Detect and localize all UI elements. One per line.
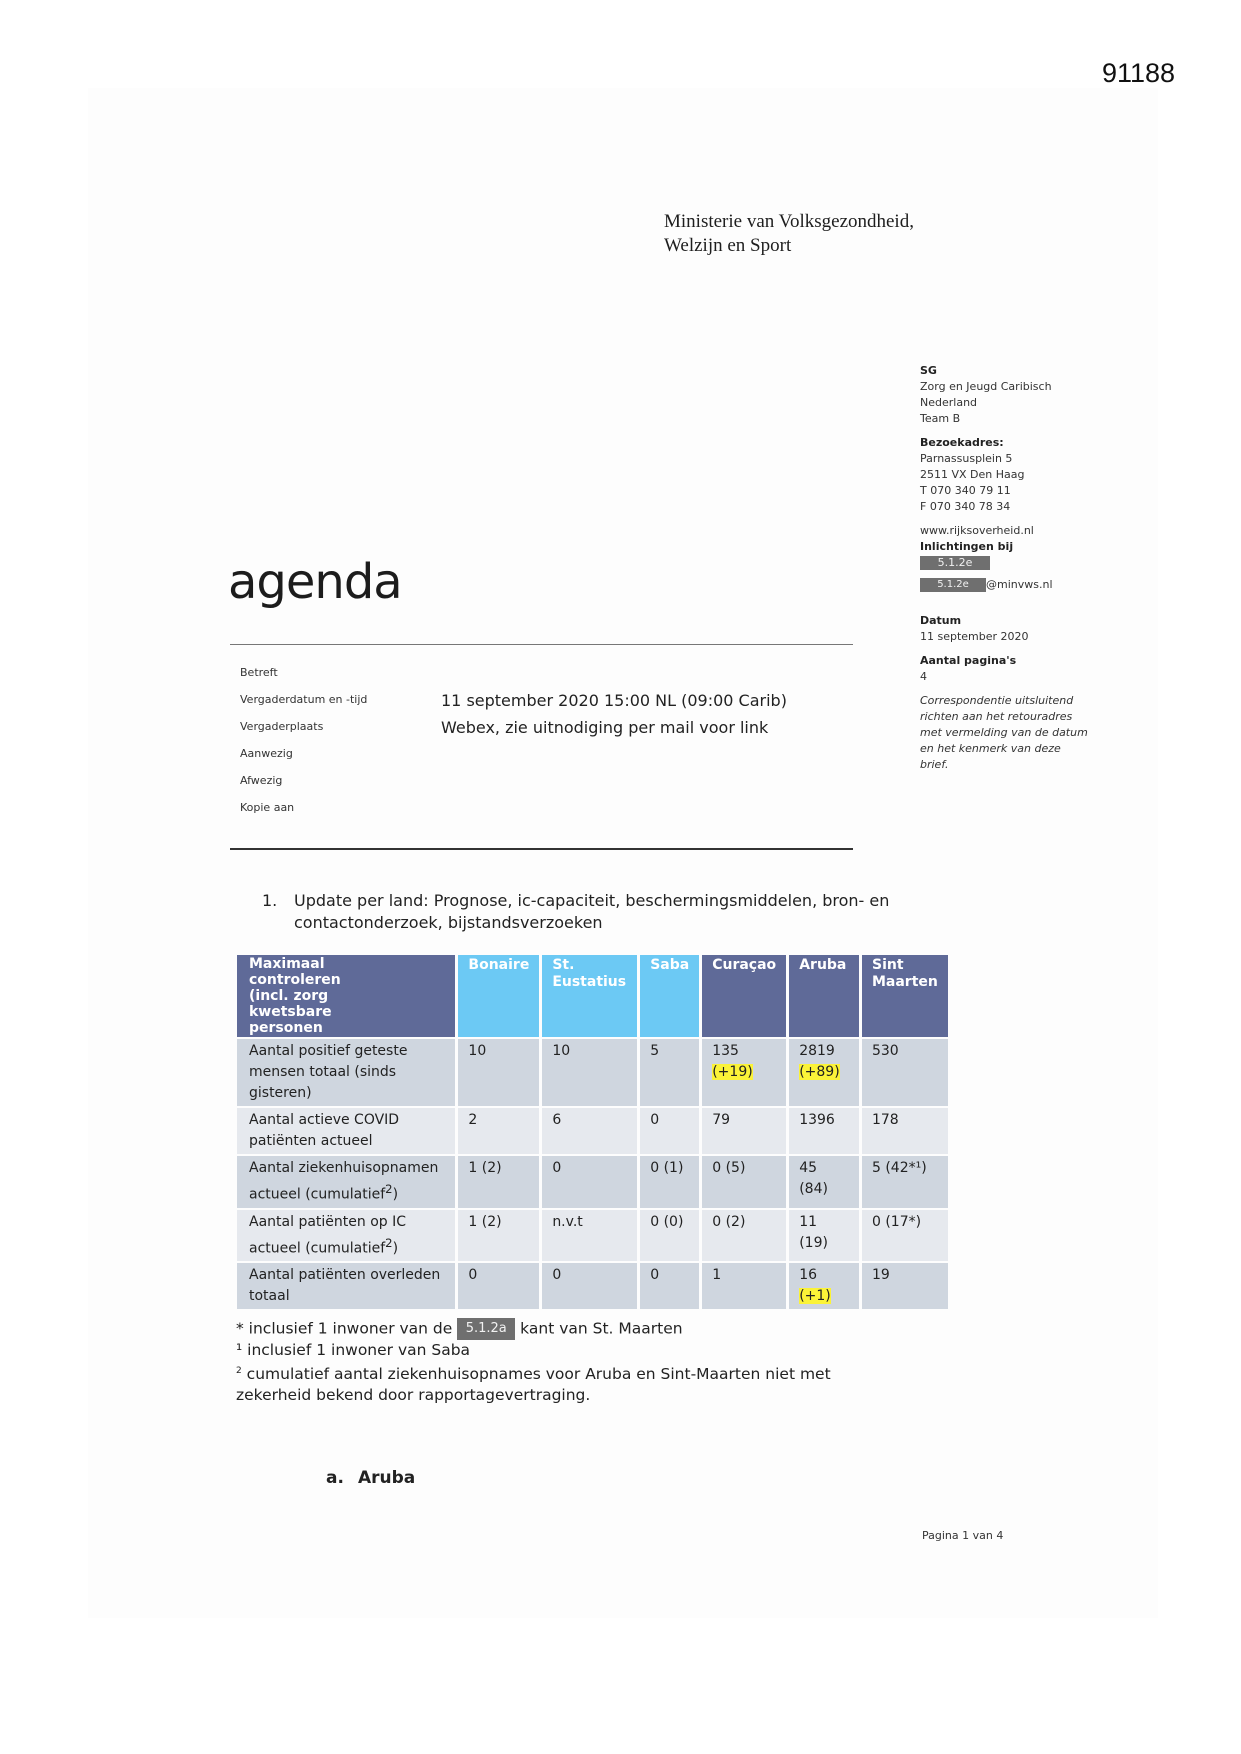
table-row: [237, 1210, 948, 1262]
table-cell: 1: [702, 1263, 786, 1309]
sidebar-dept-3: Team B: [920, 412, 961, 425]
sidebar-date-value: 11 september 2020: [920, 630, 1029, 643]
table-cell: 5: [640, 1039, 699, 1106]
footnote-2: ¹ inclusief 1 inwoner van Saba: [236, 1341, 471, 1359]
table-cell: 0: [640, 1263, 699, 1309]
item-number: 1.: [262, 891, 278, 910]
table-cell: 178: [862, 1108, 948, 1154]
sidebar-email-suffix: @minvws.nl: [986, 578, 1053, 591]
item-line2: contactonderzoek, bijstandsverzoeken: [294, 913, 603, 932]
subitem-label: Aruba: [358, 1468, 416, 1488]
divider: [230, 848, 853, 850]
ministry-line2: Welzijn en Sport: [664, 235, 792, 256]
footnote-3: $^2$ cumulatief aantal ziekenhuisopnames voor Aruba en Sint-Maarten niet met zekerheid bekend door rapportagevertraging.: [236, 1365, 831, 1405]
sidebar-sg: SG: [920, 364, 937, 377]
item-line1: Update per land: Prognose, ic-capaciteit, beschermingsmiddelen, bron- en: [294, 891, 890, 910]
table-cell: n.v.t: [542, 1210, 637, 1262]
sidebar-pages-label: Aantal pagina's: [920, 654, 1017, 667]
ministry-line1: Ministerie van Volksgezondheid,: [664, 211, 914, 232]
meta-label: Vergaderplaats: [240, 720, 324, 733]
sidebar-address-4: F 070 340 78 34: [920, 500, 1011, 513]
table-footnotes: [236, 1318, 876, 1406]
table-row: [237, 1108, 948, 1154]
table-cell: 79: [702, 1108, 786, 1154]
column-header: Sint Maarten: [862, 955, 948, 1037]
column-header: Bonaire: [458, 955, 539, 1037]
table-cell: 45 (84): [789, 1156, 859, 1208]
table-cell: 0 (1): [640, 1156, 699, 1208]
redaction-box: 5.1.2a: [457, 1318, 515, 1340]
table-cell: 0: [640, 1108, 699, 1154]
column-header: Saba: [640, 955, 699, 1037]
table-cell: 530: [862, 1039, 948, 1106]
table-cell: 11 (19): [789, 1210, 859, 1262]
page-title: agenda: [228, 554, 402, 610]
sidebar-note-1: Correspondentie uitsluitend: [920, 694, 1074, 707]
sidebar-note-3: met vermelding van de datum: [920, 726, 1088, 739]
table-cell: 6: [542, 1108, 637, 1154]
table-cell: 2: [458, 1108, 539, 1154]
meta-labels: [240, 665, 367, 827]
redaction-box: 5.1.2e: [920, 578, 986, 592]
sidebar-address-2: 2511 VX Den Haag: [920, 468, 1025, 481]
agenda-item-1: [262, 890, 889, 934]
sidebar-note-4: en het kenmerk van deze: [920, 742, 1061, 755]
subitem-letter: a.: [326, 1468, 344, 1488]
meta-label: Kopie aan: [240, 801, 295, 814]
table-cell: 0: [542, 1156, 637, 1208]
row-label: Aantal patiënten overleden totaal: [237, 1263, 455, 1309]
highlight-change: (+1): [799, 1288, 831, 1305]
column-header: St. Eustatius: [542, 955, 637, 1037]
sidebar-dept-1: Zorg en Jeugd Caribisch: [920, 380, 1052, 393]
sidebar-pages-value: 4: [920, 670, 927, 683]
divider: [230, 644, 853, 645]
sidebar-website[interactable]: www.rijksoverheid.nl: [920, 524, 1034, 537]
footnote-1-text: * inclusief 1 inwoner van de: [236, 1319, 453, 1338]
sidebar-note-5: brief.: [920, 758, 949, 771]
table-cell: 1396: [789, 1108, 859, 1154]
table-cell: 135 (+19): [702, 1039, 786, 1106]
table-cell: 1 (2): [458, 1156, 539, 1208]
row-label: Aantal actieve COVID patiënten actueel: [237, 1108, 455, 1154]
highlight-change: (+89): [799, 1064, 840, 1080]
table-cell: 0 (2): [702, 1210, 786, 1262]
sidebar-date-label: Datum: [920, 614, 962, 627]
table-cell: 2819 (+89): [789, 1039, 859, 1106]
table-header-row: [237, 955, 948, 1037]
footnote-1-tail: kant van St. Maarten: [520, 1319, 683, 1338]
redaction-box: 5.1.2e: [920, 556, 990, 570]
document-number: 91188: [1102, 58, 1176, 88]
table-cell: 0: [542, 1263, 637, 1309]
table-row: [237, 1039, 948, 1106]
table-header-main: Maximaal controleren (incl. zorg kwetsbare personen: [237, 955, 455, 1037]
table-cell: 1 (2): [458, 1210, 539, 1262]
sidebar-note-2: richten aan het retouradres: [920, 710, 1073, 723]
table-cell: 19: [862, 1263, 948, 1309]
subitem-heading: [326, 1468, 415, 1488]
table-cell: 0 (17*): [862, 1210, 948, 1262]
highlight-change: (+19): [712, 1064, 753, 1080]
table-row: [237, 1156, 948, 1208]
sidebar-info-label: Inlichtingen bij: [920, 540, 1014, 553]
meta-label: Afwezig: [240, 774, 283, 787]
table-cell: 10: [458, 1039, 539, 1106]
sender-sidebar: [920, 363, 1130, 773]
sidebar-address-1: Parnassusplein 5: [920, 452, 1013, 465]
column-header: Curaçao: [702, 955, 786, 1037]
page-number: Pagina 1 van 4: [922, 1529, 1004, 1542]
ministry-logo-text: [664, 210, 914, 258]
meta-label: Vergaderdatum en -tijd: [240, 693, 368, 706]
row-label: Aantal positief geteste mensen totaal (sinds gisteren): [237, 1039, 455, 1106]
meta-values: [441, 691, 787, 745]
table-cell: 0 (5): [702, 1156, 786, 1208]
row-label: Aantal patiënten op IC actueel (cumulatief$^2$): [237, 1210, 455, 1262]
meta-label: Aanwezig: [240, 747, 293, 760]
meeting-place: Webex, zie uitnodiging per mail voor link: [441, 718, 769, 737]
sidebar-address-3: T 070 340 79 11: [920, 484, 1011, 497]
sidebar-visit-label: Bezoekadres:: [920, 436, 1004, 449]
table-cell: 0: [458, 1263, 539, 1309]
meta-label: Betreft: [240, 666, 278, 679]
sidebar-dept-2: Nederland: [920, 396, 978, 409]
table-row: [237, 1263, 948, 1309]
row-label: Aantal ziekenhuisopnamen actueel (cumulatief$^2$): [237, 1156, 455, 1208]
table-cell: 16 (+1): [789, 1263, 859, 1309]
meeting-datetime: 11 september 2020 15:00 NL (09:00 Carib): [441, 691, 787, 710]
table-cell: 5 (42*¹): [862, 1156, 948, 1208]
table-cell: 10: [542, 1039, 637, 1106]
column-header: Aruba: [789, 955, 859, 1037]
covid-stats-table: [234, 953, 951, 1311]
table-cell: 0 (0): [640, 1210, 699, 1262]
